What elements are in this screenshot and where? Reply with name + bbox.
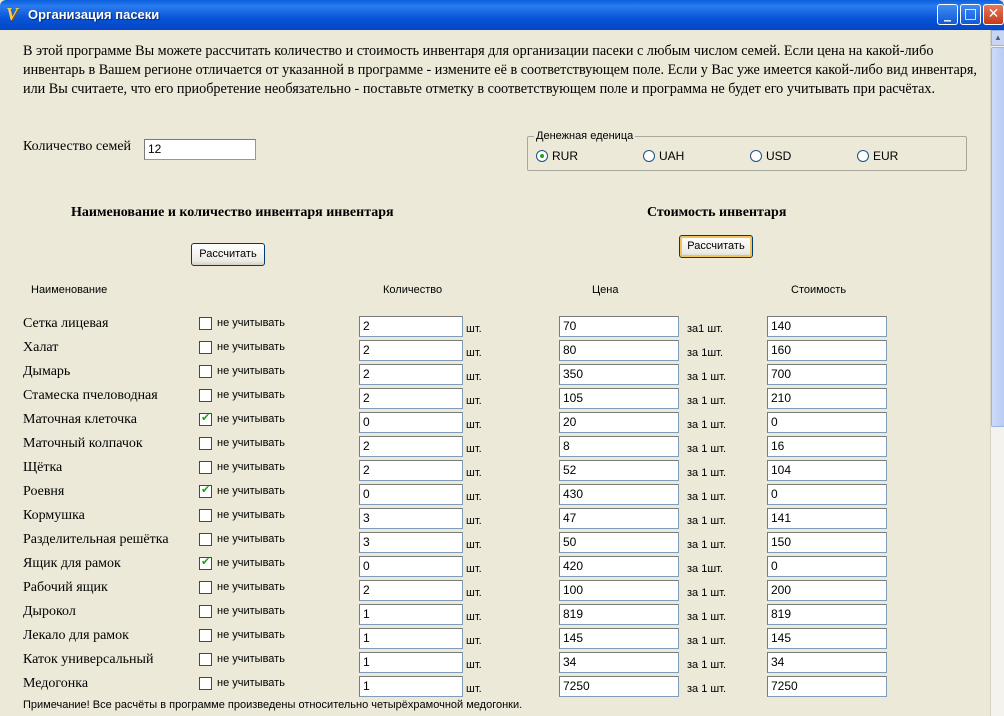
exclude-checkbox-label: не учитывать (217, 605, 285, 617)
quantity-unit: шт. (466, 371, 482, 383)
exclude-checkbox-label: не учитывать (217, 677, 285, 689)
radio-eur-label: EUR (873, 149, 899, 163)
exclude-checkbox[interactable] (199, 557, 212, 570)
calculate-quantity-button[interactable]: Рассчитать (191, 243, 265, 266)
quantity-unit: шт. (466, 419, 482, 431)
exclude-checkbox-label: не учитывать (217, 653, 285, 665)
cost-output[interactable]: 145 (767, 628, 887, 649)
exclude-checkbox[interactable] (199, 365, 212, 378)
price-input[interactable]: 145 (559, 628, 679, 649)
price-input[interactable]: 20 (559, 412, 679, 433)
maximize-button[interactable]: □ (960, 4, 981, 25)
exclude-checkbox[interactable] (199, 605, 212, 618)
quantity-input[interactable]: 2 (359, 364, 463, 385)
item-name: Роевня (23, 484, 65, 499)
price-per-unit: за 1 шт. (687, 419, 727, 431)
price-input[interactable]: 100 (559, 580, 679, 601)
price-per-unit: за 1 шт. (687, 467, 727, 479)
exclude-checkbox-label: не учитывать (217, 509, 285, 521)
cost-output[interactable]: 0 (767, 556, 887, 577)
radio-uah-dot (643, 150, 655, 162)
exclude-checkbox[interactable] (199, 677, 212, 690)
cost-output[interactable]: 16 (767, 436, 887, 457)
cost-output[interactable]: 7250 (767, 676, 887, 697)
item-name: Ящик для рамок (23, 556, 121, 571)
table-row (4, 388, 990, 412)
item-name: Рабочий ящик (23, 580, 108, 595)
quantity-unit: шт. (466, 683, 482, 695)
cost-output[interactable]: 150 (767, 532, 887, 553)
column-name-header: Наименование (31, 284, 108, 296)
exclude-checkbox[interactable] (199, 413, 212, 426)
cost-output[interactable]: 160 (767, 340, 887, 361)
price-per-unit: за 1 шт. (687, 587, 727, 599)
quantity-unit: шт. (466, 659, 482, 671)
exclude-checkbox[interactable] (199, 581, 212, 594)
footer-note: Примечание! Все расчёты в программе произведены относительно четырёхрамочной медогонки. (23, 699, 523, 711)
column-cost-header: Стоимость (791, 284, 847, 296)
cost-output[interactable]: 700 (767, 364, 887, 385)
price-per-unit: за 1 шт. (687, 395, 727, 407)
table-row (4, 604, 990, 628)
table-row (4, 676, 990, 700)
quantity-input[interactable]: 2 (359, 388, 463, 409)
price-per-unit: за 1 шт. (687, 683, 727, 695)
families-input[interactable]: 12 (144, 139, 256, 160)
quantity-unit: шт. (466, 587, 482, 599)
table-row (4, 580, 990, 604)
price-per-unit: за 1 шт. (687, 611, 727, 623)
exclude-checkbox-label: не учитывать (217, 389, 285, 401)
price-per-unit: за1 шт. (687, 323, 724, 335)
table-row (4, 628, 990, 652)
inventory-section-title: Наименование и количество инвентаря инвентаря (71, 205, 394, 220)
quantity-input[interactable]: 1 (359, 604, 463, 625)
radio-uah-label: UAH (659, 149, 685, 163)
currency-group (527, 130, 967, 171)
quantity-input[interactable]: 3 (359, 532, 463, 553)
item-name: Медогонка (23, 676, 89, 691)
cost-output[interactable]: 200 (767, 580, 887, 601)
item-name: Дымарь (23, 364, 71, 379)
table-row (4, 556, 990, 580)
table-row (4, 412, 990, 436)
price-per-unit: за 1 шт. (687, 659, 727, 671)
quantity-unit: шт. (466, 563, 482, 575)
price-input[interactable]: 47 (559, 508, 679, 529)
exclude-checkbox-label: не учитывать (217, 485, 285, 497)
cost-section-title: Стоимость инвентаря (647, 205, 787, 220)
exclude-checkbox-label: не учитывать (217, 461, 285, 473)
item-name: Щётка (23, 460, 63, 475)
exclude-checkbox-label: не учитывать (217, 413, 285, 425)
column-price-header: Цена (592, 284, 619, 296)
families-label: Количество семей (23, 139, 132, 154)
quantity-unit: шт. (466, 443, 482, 455)
radio-usd-dot (750, 150, 762, 162)
price-input[interactable]: 8 (559, 436, 679, 457)
exclude-checkbox[interactable] (199, 461, 212, 474)
quantity-input[interactable]: 0 (359, 556, 463, 577)
price-input[interactable]: 52 (559, 460, 679, 481)
price-input[interactable]: 7250 (559, 676, 679, 697)
column-quantity-header: Количество (383, 284, 443, 296)
radio-rur-label: RUR (552, 149, 578, 163)
price-input[interactable]: 105 (559, 388, 679, 409)
price-input[interactable]: 70 (559, 316, 679, 337)
table-row (4, 508, 990, 532)
price-per-unit: за 1 шт. (687, 539, 727, 551)
quantity-input[interactable]: 2 (359, 316, 463, 337)
price-per-unit: за 1 шт. (687, 491, 727, 503)
exclude-checkbox-label: не учитывать (217, 629, 285, 641)
exclude-checkbox[interactable] (199, 629, 212, 642)
quantity-input[interactable]: 2 (359, 460, 463, 481)
cost-output[interactable]: 819 (767, 604, 887, 625)
quantity-input[interactable]: 2 (359, 436, 463, 457)
quantity-unit: шт. (466, 491, 482, 503)
price-per-unit: за 1 шт. (687, 515, 727, 527)
quantity-unit: шт. (466, 395, 482, 407)
exclude-checkbox-label: не учитывать (217, 533, 285, 545)
table-row (4, 436, 990, 460)
close-button[interactable]: ✕ (983, 4, 1004, 25)
exclude-checkbox[interactable] (199, 317, 212, 330)
exclude-checkbox-label: не учитывать (217, 341, 285, 353)
exclude-checkbox-label: не учитывать (217, 437, 285, 449)
cost-output[interactable]: 0 (767, 484, 887, 505)
table-row (4, 340, 990, 364)
item-name: Лекало для рамок (23, 628, 129, 643)
price-input[interactable]: 50 (559, 532, 679, 553)
price-input[interactable]: 420 (559, 556, 679, 577)
exclude-checkbox-label: не учитывать (217, 365, 285, 377)
item-name: Маточная клеточка (23, 412, 137, 427)
title-bar[interactable] (0, 0, 1004, 30)
radio-usd-label: USD (766, 149, 792, 163)
exclude-checkbox-label: не учитывать (217, 317, 285, 329)
quantity-unit: шт. (466, 347, 482, 359)
main-form (4, 30, 990, 716)
app-icon: V (6, 4, 19, 24)
calculate-cost-button[interactable]: Рассчитать (679, 235, 753, 258)
minimize-button[interactable]: _ (937, 4, 958, 25)
exclude-checkbox[interactable] (199, 437, 212, 450)
intro-text: В этой программе Вы можете рассчитать количество и стоимость инвентаря для организации пасеки с любым числом семей. Если цена на какой-либо инвентарь в Вашем регионе отличается от указанной в программе - измените её в соответствующем поле. Если у Вас уже имеется какой-либо вид инвентаря, или Вы считаете, что его приобретение необязательно - поставьте отметку в соответствующем поле и программа не будет его учитывать при расчётах. (23, 43, 977, 97)
quantity-input[interactable]: 0 (359, 412, 463, 433)
item-name: Маточный колпачок (23, 436, 143, 451)
scroll-thumb[interactable] (991, 47, 1004, 427)
quantity-unit: шт. (466, 635, 482, 647)
price-input[interactable]: 350 (559, 364, 679, 385)
radio-eur-dot (857, 150, 869, 162)
price-per-unit: за 1шт. (687, 347, 724, 359)
exclude-checkbox[interactable] (199, 653, 212, 666)
price-input[interactable]: 80 (559, 340, 679, 361)
quantity-input[interactable]: 1 (359, 652, 463, 673)
exclude-checkbox-label: не учитывать (217, 557, 285, 569)
quantity-unit: шт. (466, 323, 482, 335)
exclude-checkbox[interactable] (199, 341, 212, 354)
quantity-input[interactable]: 0 (359, 484, 463, 505)
price-per-unit: за 1 шт. (687, 443, 727, 455)
quantity-input[interactable]: 1 (359, 676, 463, 697)
item-name: Стамеска пчеловодная (23, 388, 158, 403)
table-row (4, 532, 990, 556)
price-input[interactable]: 34 (559, 652, 679, 673)
table-row (4, 460, 990, 484)
quantity-unit: шт. (466, 467, 482, 479)
table-row (4, 364, 990, 388)
price-per-unit: за 1шт. (687, 563, 724, 575)
item-name: Халат (23, 340, 59, 355)
price-per-unit: за 1 шт. (687, 635, 727, 647)
item-name: Дырокол (23, 604, 76, 619)
cost-output[interactable]: 104 (767, 460, 887, 481)
cost-output[interactable]: 0 (767, 412, 887, 433)
quantity-input[interactable]: 2 (359, 580, 463, 601)
exclude-checkbox-label: не учитывать (217, 581, 285, 593)
price-per-unit: за 1 шт. (687, 371, 727, 383)
price-input[interactable]: 819 (559, 604, 679, 625)
quantity-input[interactable]: 2 (359, 340, 463, 361)
exclude-checkbox[interactable] (199, 509, 212, 522)
item-name: Каток универсальный (23, 652, 154, 667)
table-row (4, 484, 990, 508)
cost-output[interactable]: 210 (767, 388, 887, 409)
item-name: Кормушка (23, 508, 85, 523)
cost-output[interactable]: 141 (767, 508, 887, 529)
scroll-up-button[interactable]: ▲ (991, 30, 1004, 46)
window-title: Организация пасеки (28, 7, 160, 22)
currency-legend: Денежная еденица (536, 130, 634, 142)
quantity-input[interactable]: 3 (359, 508, 463, 529)
cost-output[interactable]: 140 (767, 316, 887, 337)
item-name: Разделительная решётка (23, 532, 169, 547)
table-row (4, 316, 990, 340)
exclude-checkbox[interactable] (199, 533, 212, 546)
exclude-checkbox[interactable] (199, 389, 212, 402)
cost-output[interactable]: 34 (767, 652, 887, 673)
table-row (4, 652, 990, 676)
radio-rur-dot (536, 150, 548, 162)
item-name: Сетка лицевая (23, 316, 109, 331)
quantity-unit: шт. (466, 515, 482, 527)
quantity-input[interactable]: 1 (359, 628, 463, 649)
price-input[interactable]: 430 (559, 484, 679, 505)
quantity-unit: шт. (466, 539, 482, 551)
quantity-unit: шт. (466, 611, 482, 623)
exclude-checkbox[interactable] (199, 485, 212, 498)
vertical-scrollbar[interactable] (990, 30, 1004, 716)
